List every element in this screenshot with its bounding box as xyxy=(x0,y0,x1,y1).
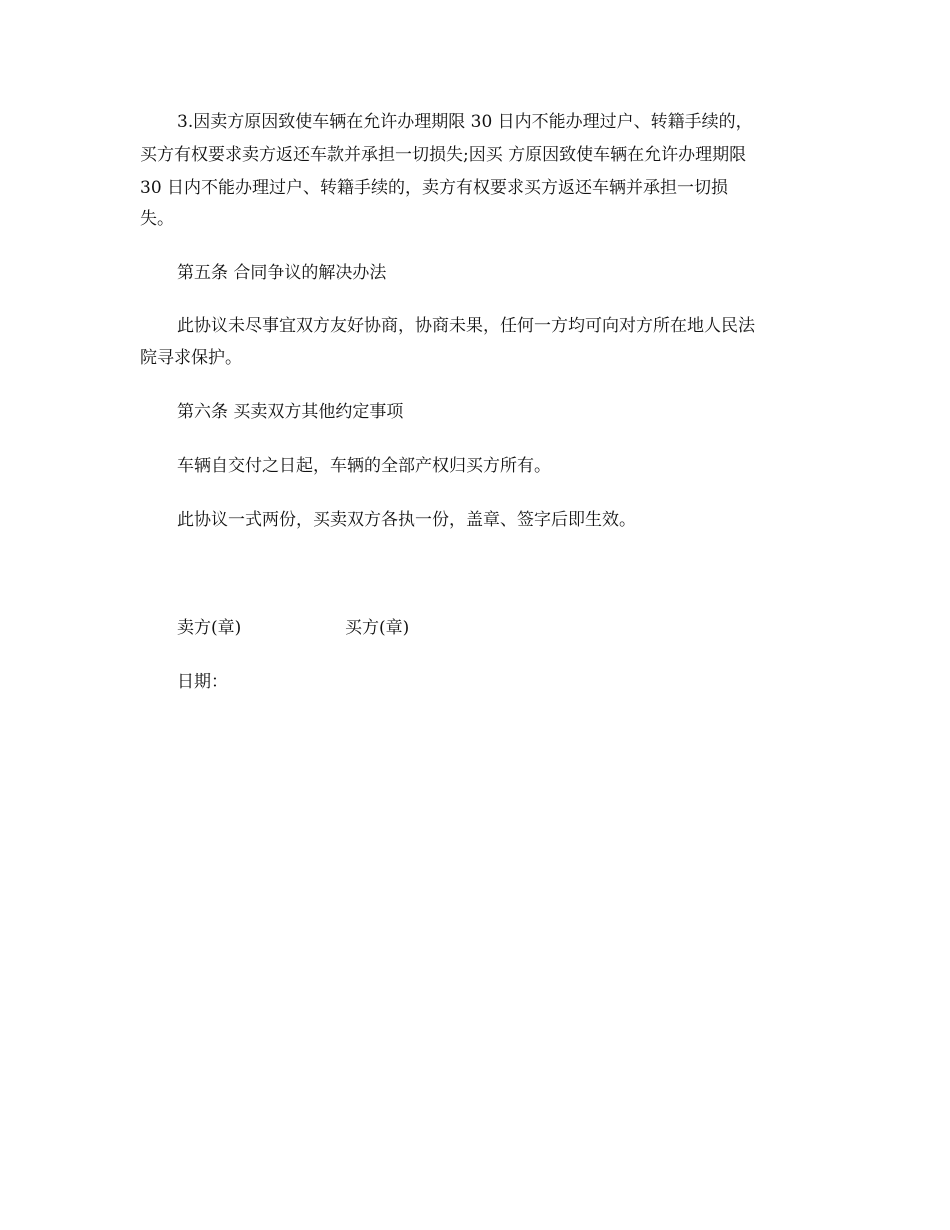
clause3-line2: 买方有权要求卖方返还车款并承担一切损失;因买 方原因致使车辆在允许办理期限 xyxy=(140,145,747,165)
clause3-line4: 失。 xyxy=(140,209,174,229)
article6-para2: 此协议一式两份，买卖双方各执一份，盖章、签字后即生效。 xyxy=(177,510,636,530)
article5-body-line2: 院寻求保护。 xyxy=(140,348,242,368)
buyer-seal-label: 买方(章) xyxy=(345,618,410,638)
date-label: 日期： xyxy=(177,672,228,692)
clause3-line1: 3.因卖方原因致使车辆在允许办理期限 30 日内不能办理过户、转籍手续的， xyxy=(177,112,753,132)
article5-body-line1: 此协议未尽事宜双方友好协商，协商未果，任何一方均可向对方所在地人民法 xyxy=(177,316,755,336)
seller-seal-label: 卖方(章) xyxy=(177,618,242,638)
article6-heading: 第六条 买卖双方其他约定事项 xyxy=(177,402,404,422)
article6-para1: 车辆自交付之日起，车辆的全部产权归买方所有。 xyxy=(177,456,551,476)
article5-heading: 第五条 合同争议的解决办法 xyxy=(177,263,387,283)
clause3-line3: 30 日内不能办理过户、转籍手续的，卖方有权要求买方返还车辆并承担一切损 xyxy=(140,178,729,198)
